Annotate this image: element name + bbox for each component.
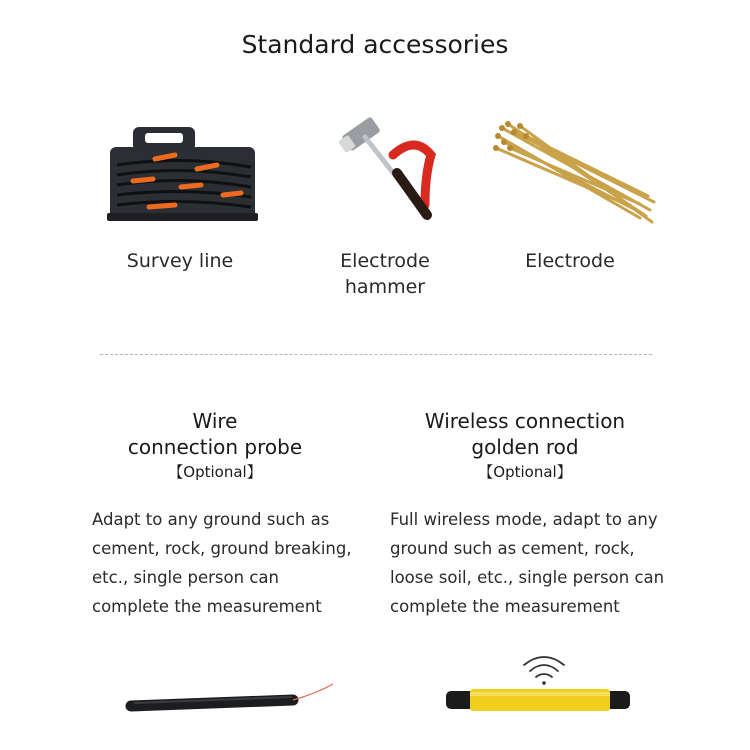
desc-line: Adapt to any ground such as [92, 510, 330, 529]
dashed-divider [100, 354, 652, 355]
page-title: Standard accessories [241, 30, 509, 59]
wifi-icon [524, 657, 564, 685]
title-line: Wire [192, 409, 238, 433]
desc-line: ground such as cement, rock, [390, 539, 635, 558]
caption-line: Electrode [340, 250, 430, 272]
description-golden-rod [390, 505, 680, 621]
caption-line: hammer [344, 276, 426, 298]
desc-line: loose soil, etc., single person can [390, 568, 665, 587]
optional-tag: 【Optional】 [478, 463, 572, 481]
electrode-hammer-image [335, 115, 440, 225]
desc-line: etc., single person can [92, 568, 279, 587]
desc-line: cement, rock, ground breaking, [92, 539, 352, 558]
caption-line: Survey line [126, 250, 234, 272]
optional-title-wire-probe [95, 408, 335, 484]
optional-tag: 【Optional】 [168, 463, 262, 481]
caption-line: Electrode [525, 250, 615, 272]
desc-line: complete the measurement [92, 597, 322, 616]
caption-electrode-hammer [310, 248, 460, 300]
survey-line-reel-image [105, 125, 260, 225]
title-line: Wireless connection [424, 409, 626, 433]
electrode-bundle-image [490, 118, 660, 228]
golden-rod-image [440, 645, 640, 725]
caption-electrode [490, 248, 650, 274]
title-line: golden rod [471, 435, 579, 459]
wire-probe-image [125, 680, 340, 720]
title-line: connection probe [127, 435, 303, 459]
description-wire-probe [92, 505, 372, 621]
desc-line: complete the measurement [390, 597, 620, 616]
desc-line: Full wireless mode, adapt to any [390, 510, 658, 529]
optional-title-golden-rod [400, 408, 650, 484]
caption-survey-line [95, 248, 265, 274]
